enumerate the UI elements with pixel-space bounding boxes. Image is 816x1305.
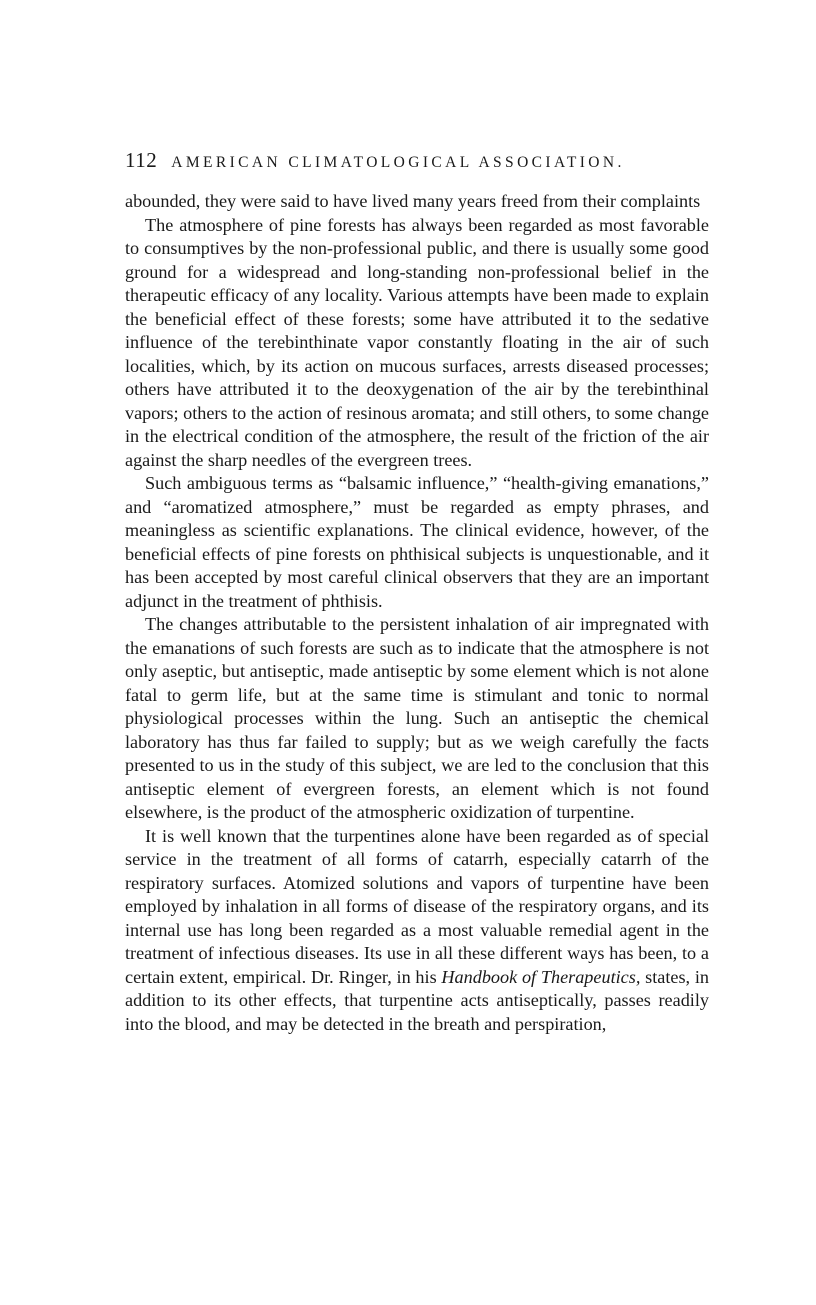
paragraph-pine-forests: The atmosphere of pine forests has always been regarded as most favorable to consumptives by the non-professional public, and there is usually some good ground for a widespread and long-standing non-professional belief in the therapeutic efficacy of any locality. Various attempts have been made to explain the beneficial effect of these forests; some have attributed it to the sedative influence of the terebinthinate vapor constantly floating in the air of such localities, which, by its action on mucous surfaces, arrests diseased processes; others have attributed it to the deoxygenation of the air by the terebinthinal vapors; others to the action of resinous aromata; and still others, to some change in the electrical condition of the atmosphere, the result of the friction of the air against the sharp needles of the evergreen trees. <box>125 214 709 470</box>
paragraph-continuation: abounded, they were said to have lived many years freed from their complaints <box>125 191 701 211</box>
running-header <box>125 148 709 173</box>
paragraph-turpentine <box>125 825 709 1037</box>
paragraph-antiseptic-changes: The changes attributable to the persistent inhalation of air impregnated with the emanations of such forests are such as to indicate that the atmosphere is not only aseptic, but antiseptic, made antiseptic by some element which is not alone fatal to germ life, but at the same time is stimulant and tonic to normal physiological processes within the lung. Such an antiseptic the chemical laboratory has thus far failed to supply; but as we weigh carefully the facts presented to us in the study of this subject, we are led to the conclusion that this antiseptic element of evergreen forests, an element which is not found elsewhere, is the product of the atmospheric oxidization of turpentine. <box>125 614 709 822</box>
book-title: Handbook of Therapeutics, <box>441 966 641 987</box>
turpentine-text-start: It is well known that the turpentines alone have been regarded as of special service in the treatment of all forms of catarrh, especially catarrh of the respiratory surfaces. Atomized solutions and vapors of turpentine have been employed by inhalation in all forms of disease of the respiratory organs, and its internal use has long been regarded as a most valuable remedial agent in the treatment of infectious diseases. Its use in all these different ways has been, to a certain extent, empirical. Dr. Ringer, in his <box>125 825 709 987</box>
paragraph-ambiguous-terms: Such ambiguous terms as “balsamic influence,” “health-giving emanations,” and “aromatized atmosphere,” must be regarded as empty phrases, and meaningless as scientific explanations. The clinical evidence, however, of the beneficial effects of pine forests on phthisical subjects is unquestionable, and it has been accepted by most careful clinical observers that they are an important adjunct in the treatment of phthisis. <box>125 473 709 611</box>
turpentine-text-end: states, in addition to its other effects, that turpentine acts antiseptically, passes readily into the blood, and may be detected in the breath and perspiration, <box>125 966 709 1034</box>
body-text <box>125 190 709 1036</box>
journal-title: AMERICAN CLIMATOLOGICAL ASSOCIATION. <box>171 154 625 171</box>
page-number: 112 <box>125 148 158 172</box>
document-page <box>125 148 709 1036</box>
